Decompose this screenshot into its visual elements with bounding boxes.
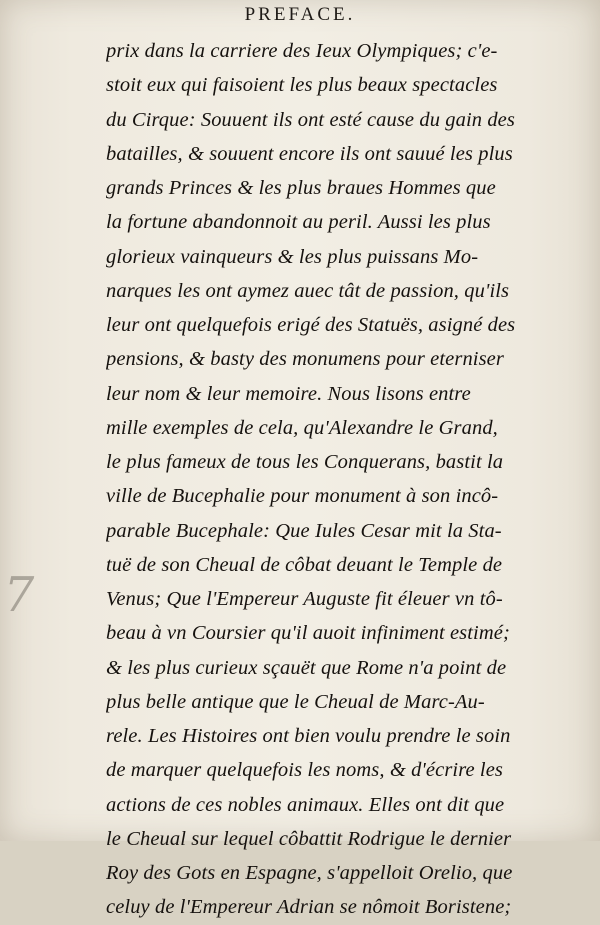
text-line: stoit eux qui faisoient les plus beaux spectacles <box>106 74 498 97</box>
text-line: prix dans la carriere des Ieux Olympiques; c'e- <box>106 40 498 62</box>
text-line: la fortune abandonnoit au peril. Aussi les plus <box>106 211 491 234</box>
text-line: le plus fameux de tous les Conquerans, bastit la <box>106 451 504 473</box>
text-line: plus belle antique que le Cheual de Marc-Au- <box>106 690 485 713</box>
text-line: & les plus curieux sçauët que Rome n'a point de <box>106 656 507 679</box>
text-line: de marquer quelquefois les noms, & d'écrire les <box>106 759 504 782</box>
body-text <box>106 34 564 925</box>
text-line: narques les ont aymez auec tât de passion, qu'ils <box>106 279 510 302</box>
text-line: le Cheual sur lequel côbattit Rodrigue le dernier <box>106 827 512 850</box>
text-line: tuë de son Cheual de côbat deuant le Temple de <box>106 553 503 576</box>
text-line: Roy des Gots en Espagne, s'appelloit Orelio, que <box>106 862 513 884</box>
text-line: ville de Bucephalie pour monument à son incô- <box>106 485 499 508</box>
text-line: batailles, & souuent encore ils ont sauué les plus <box>106 142 513 165</box>
text-line: leur ont quelquefois erigé des Statuës, asigné des <box>106 314 516 336</box>
text-line: Venus; Que l'Empereur Auguste fit éleuer vn tô- <box>106 588 503 610</box>
text-line: leur nom & leur memoire. Nous lisons entre <box>106 382 471 405</box>
margin-mark: 7 <box>3 567 35 623</box>
text-line: mille exemples de cela, qu'Alexandre le Grand, <box>106 416 498 439</box>
text-line: pensions, & basty des monumens pour eterniser <box>106 348 504 371</box>
running-head: PREFACE. <box>244 4 356 25</box>
text-line: parable Bucephale: Que Iules Cesar mit la Sta- <box>106 519 502 542</box>
text-line: rele. Les Histoires ont bien voulu prendre le soin <box>106 725 511 747</box>
text-line: du Cirque: Souuent ils ont esté cause du gain des <box>106 108 515 131</box>
text-line: actions de ces nobles animaux. Elles ont dit que <box>106 793 505 816</box>
text-line: celuy de l'Empereur Adrian se nômoit Boristene; <box>106 896 512 919</box>
text-line: glorieux vainqueurs & les plus puissans Mo- <box>106 245 479 268</box>
text-line: grands Princes & les plus braues Hommes que <box>106 177 496 199</box>
text-line: beau à vn Coursier qu'il auoit infiniment estimé; <box>106 622 510 645</box>
